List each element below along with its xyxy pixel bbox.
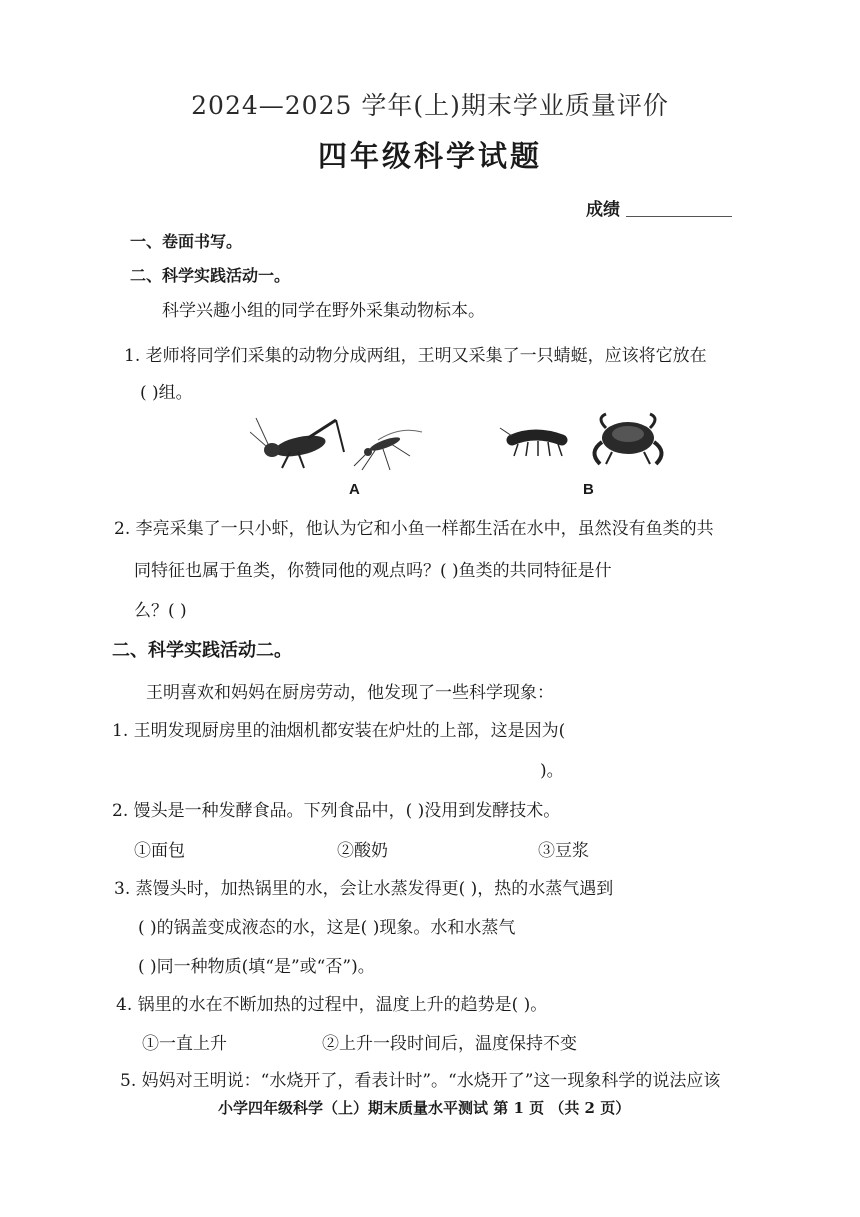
s3-q3-line2: ( )的锅盖变成液态的水，这是( )现象。水和水蒸气 — [138, 918, 516, 938]
animal-groups-figure — [250, 408, 690, 478]
s3-q3-line1: 3. 蒸馒头时，加热锅里的水，会让水蒸发得更( )，热的水蒸气遇到 — [114, 879, 614, 899]
s2-q1-line2: ( )组。 — [140, 383, 193, 403]
s3-q4-option-1: ①一直上升 — [142, 1034, 227, 1054]
s2-q1-line1: 1. 老师将同学们采集的动物分成两组，王明又采集了一只蜻蜓，应该将它放在 — [124, 346, 707, 366]
score-label: 成绩 — [586, 200, 620, 220]
crab-icon — [594, 414, 661, 464]
mosquito-icon — [354, 430, 422, 470]
section2-intro: 科学兴趣小组的同学在野外采集动物标本。 — [162, 301, 485, 321]
s3-q1-line1: 1. 王明发现厨房里的油烟机都安装在炉灶的上部，这是因为( — [112, 721, 566, 741]
section1-heading: 一、卷面书写。 — [130, 232, 243, 251]
section2-heading: 二、科学实践活动一。 — [130, 266, 291, 285]
s3-q2-option-1: ①面包 — [134, 841, 185, 861]
s3-q3-line3: ( )同一种物质(填“是”或“否”)。 — [138, 957, 375, 977]
s3-q2-line1: 2. 馒头是一种发酵食品。下列食品中，( )没用到发酵技术。 — [112, 801, 561, 821]
s3-q1-line2: )。 — [540, 761, 564, 781]
group-b-label: B — [583, 481, 594, 498]
exam-title: 2024—2025 学年(上)期末学业质量评价 — [191, 91, 669, 120]
group-a-label: A — [349, 481, 360, 498]
s2-q2-line1: 2. 李亮采集了一只小虾，他认为它和小鱼一样都生活在水中，虽然没有鱼类的共 — [114, 519, 714, 539]
score-blank — [626, 216, 732, 217]
grasshopper-icon — [250, 418, 344, 468]
s3-q2-option-3: ③豆浆 — [538, 841, 589, 861]
exam-subtitle: 四年级科学试题 — [317, 139, 542, 173]
section3-heading: 二、科学实践活动二。 — [112, 640, 292, 661]
s2-q2-line2: 同特征也属于鱼类，你赞同他的观点吗？( )鱼类的共同特征是什 — [134, 561, 612, 581]
section3-intro: 王明喜欢和妈妈在厨房劳动，他发现了一些科学现象： — [146, 683, 554, 703]
s3-q4-line1: 4. 锅里的水在不断加热的过程中，温度上升的趋势是( )。 — [116, 995, 548, 1015]
s3-q5-line1: 5. 妈妈对王明说：“水烧开了，看表计时”。“水烧开了”这一现象科学的说法应该 — [120, 1071, 721, 1091]
s3-q2-option-2: ②酸奶 — [337, 841, 388, 861]
s3-q4-option-2: ②上升一段时间后，温度保持不变 — [322, 1034, 577, 1054]
centipede-icon — [500, 428, 562, 456]
s2-q2-line3: 么？( ) — [134, 601, 187, 621]
page-footer: 小学四年级科学（上）期末质量水平测试 第 1 页 （共 2 页） — [218, 1099, 631, 1117]
